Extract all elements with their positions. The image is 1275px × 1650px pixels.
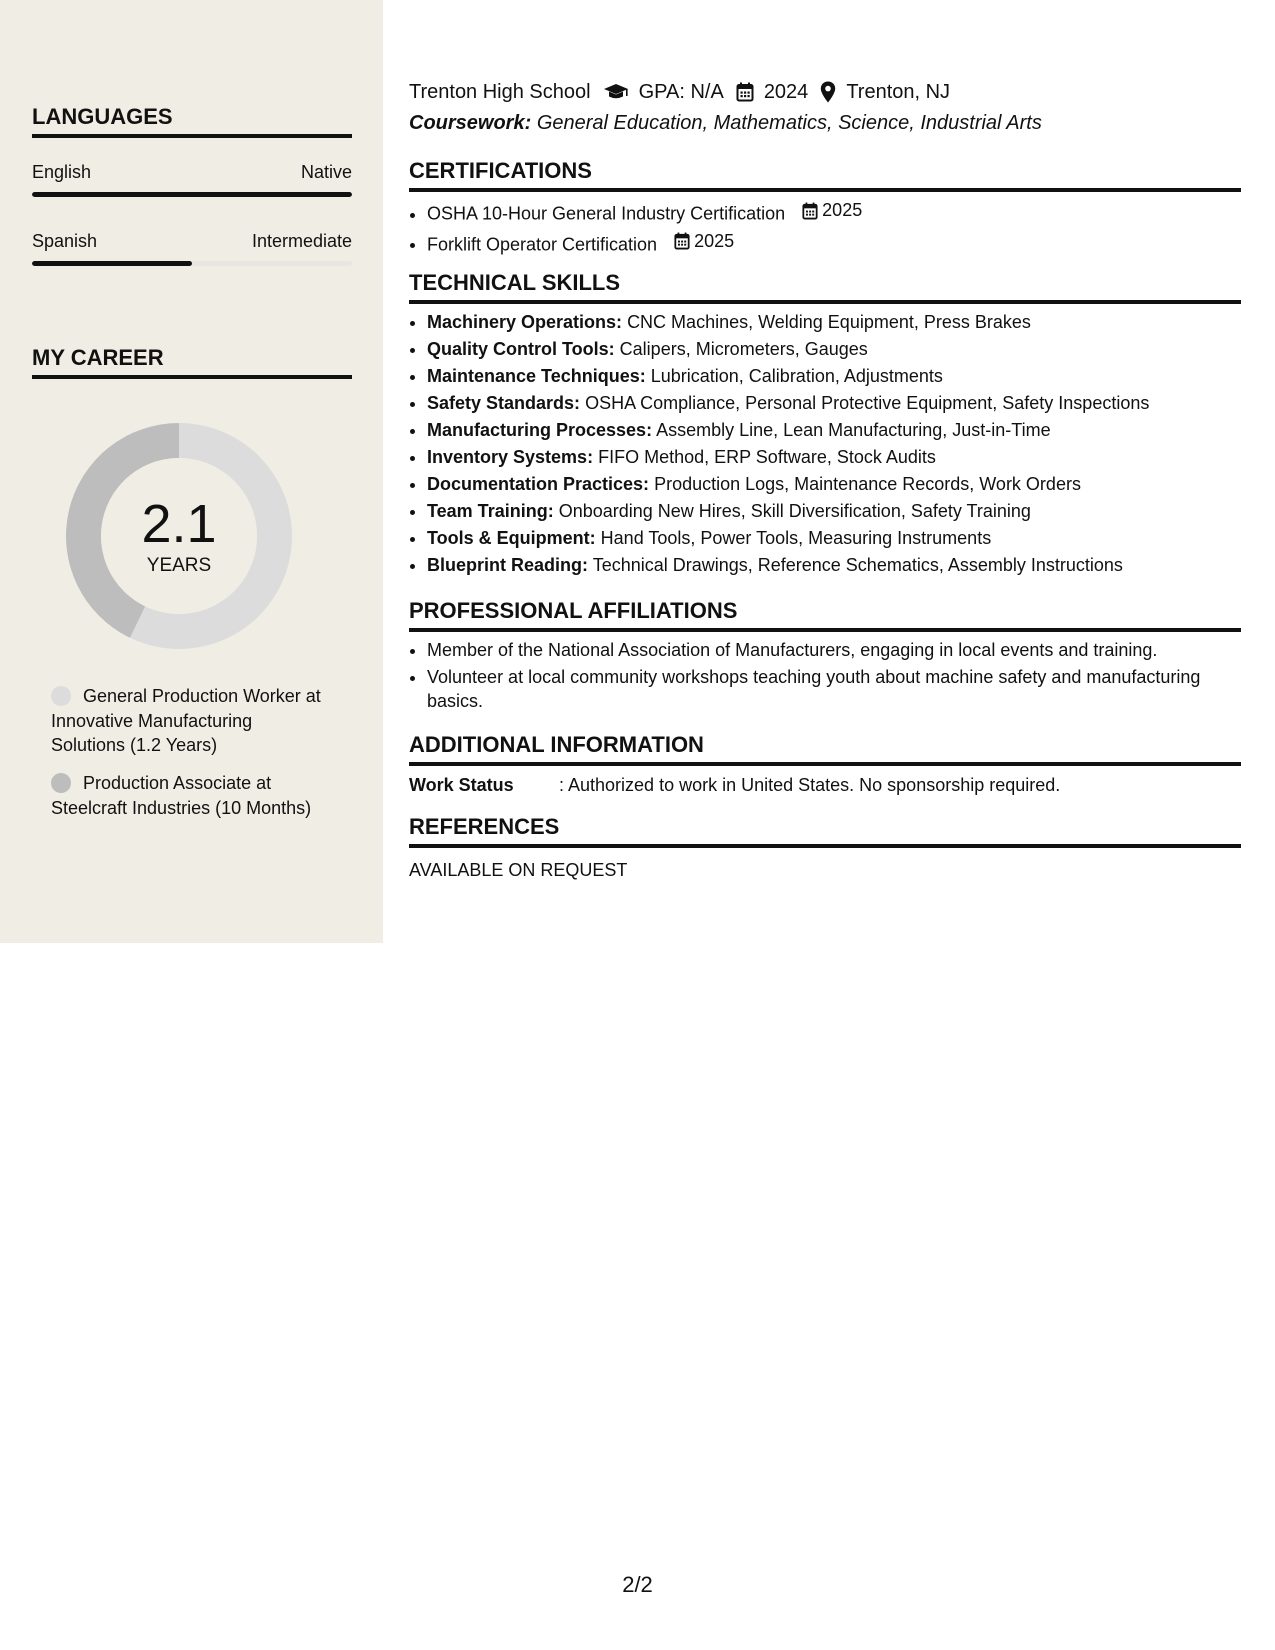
- affiliation-item: • Volunteer at local community workshops teaching youth about machine safety and manufacturing basics.: [427, 665, 1227, 714]
- skill-label: Tools & Equipment:: [427, 528, 596, 548]
- language-name: English: [32, 162, 92, 182]
- skill-label: Documentation Practices:: [427, 474, 650, 494]
- page-number: 2/2: [622, 1572, 653, 1597]
- skill-label: Inventory Systems:: [427, 447, 594, 467]
- skill-label: Blueprint Reading:: [427, 555, 588, 575]
- skill-value: FIFO Method, ERP Software, Stock Audits: [598, 447, 936, 467]
- certification-name: OSHA 10-Hour General Industry Certification: [427, 203, 786, 224]
- education-line: [409, 79, 1239, 105]
- skill-value: Hand Tools, Power Tools, Measuring Instruments: [600, 528, 992, 548]
- sidebar: [0, 0, 383, 943]
- language-bar-spanish: [32, 261, 352, 266]
- certification-year: 2025: [822, 200, 863, 220]
- skill-item: [427, 336, 1259, 363]
- skill-value: Onboarding New Hires, Skill Diversification, Safety Training: [558, 501, 1031, 521]
- gpa: GPA: N/A: [638, 81, 724, 103]
- graduation-year: 2024: [763, 81, 809, 103]
- location-pin-icon: [820, 81, 836, 103]
- affiliations-list: [409, 638, 1227, 716]
- languages-heading: LANGUAGES: [32, 104, 352, 138]
- career-donut-chart: [66, 423, 292, 649]
- affiliations-heading: PROFESSIONAL AFFILIATIONS: [409, 598, 1241, 632]
- skill-value: Technical Drawings, Reference Schematics, Assembly Instructions: [592, 555, 1123, 575]
- affiliation-item: • Member of the National Association of Manufacturers, engaging in local events and training.: [427, 638, 1227, 663]
- skill-label: Safety Standards:: [427, 393, 581, 413]
- work-status-row: [409, 773, 1239, 797]
- calendar-icon: [736, 82, 754, 102]
- skill-label: Manufacturing Processes:: [427, 420, 653, 440]
- calendar-icon: [802, 202, 818, 220]
- references-heading: REFERENCES: [409, 814, 1241, 848]
- skill-label: Quality Control Tools:: [427, 339, 615, 359]
- graduation-cap-icon: [603, 83, 629, 101]
- skill-label: Machinery Operations:: [427, 312, 623, 332]
- language-bar-fill: [32, 192, 352, 197]
- language-row-spanish: [32, 230, 352, 252]
- language-name: Spanish: [32, 231, 98, 251]
- career-total-unit: YEARS: [146, 555, 212, 576]
- skill-value: Production Logs, Maintenance Records, Work Orders: [654, 474, 1081, 494]
- career-legend-item: [51, 684, 326, 758]
- certifications-list: [409, 197, 1259, 258]
- skill-item: [427, 390, 1259, 417]
- technical-skills-heading: TECHNICAL SKILLS: [409, 270, 1241, 304]
- certification-item: [427, 197, 1259, 228]
- additional-info-heading: ADDITIONAL INFORMATION: [409, 732, 1241, 766]
- skill-item: [427, 525, 1259, 552]
- skill-value: OSHA Compliance, Personal Protective Equipment, Safety Inspections: [585, 393, 1150, 413]
- coursework-label: Coursework:: [409, 112, 532, 134]
- career-heading: MY CAREER: [32, 345, 352, 379]
- references-text: AVAILABLE ON REQUEST: [409, 860, 628, 880]
- skill-item: [427, 498, 1259, 525]
- coursework-line: [409, 110, 1239, 136]
- language-bar-fill: [32, 261, 192, 266]
- language-row-english: [32, 161, 352, 183]
- skill-item: [427, 309, 1259, 336]
- coursework-value: General Education, Mathematics, Science, Industrial Arts: [536, 112, 1042, 134]
- career-legend-item: [51, 771, 326, 820]
- skill-item: [427, 471, 1259, 498]
- skill-value: Calipers, Micrometers, Gauges: [619, 339, 868, 359]
- school-location: Trenton, NJ: [846, 81, 951, 103]
- skill-value: Lubrication, Calibration, Adjustments: [650, 366, 943, 386]
- skill-value: Assembly Line, Lean Manufacturing, Just-in-Time: [656, 420, 1051, 440]
- school-name: Trenton High School: [409, 81, 591, 103]
- legend-dot: [51, 773, 71, 793]
- legend-dot: [51, 686, 71, 706]
- certification-item: [427, 228, 1259, 259]
- skill-item: [427, 444, 1259, 471]
- language-level: Native: [300, 162, 352, 182]
- work-status-label: Work Status: [409, 775, 514, 795]
- work-status-value: : Authorized to work in United States. No sponsorship required.: [559, 775, 1061, 795]
- skill-label: Team Training:: [427, 501, 554, 521]
- skill-value: CNC Machines, Welding Equipment, Press Brakes: [627, 312, 1031, 332]
- career-legend-label: General Production Worker at Innovative Manufacturing Solutions (1.2 Years): [51, 686, 321, 755]
- skill-item: [427, 417, 1259, 444]
- skill-item: [427, 552, 1259, 579]
- career-total-value: 2.1: [141, 494, 217, 554]
- certification-year: 2025: [694, 230, 735, 251]
- skill-label: Maintenance Techniques:: [427, 366, 646, 386]
- certifications-heading: CERTIFICATIONS: [409, 158, 1241, 192]
- certification-name: Forklift Operator Certification: [427, 234, 658, 254]
- language-bar-english: [32, 192, 352, 197]
- calendar-icon: [674, 232, 690, 250]
- technical-skills-list: [409, 309, 1259, 579]
- skill-item: [427, 363, 1259, 390]
- career-legend-label: Production Associate at Steelcraft Industries (10 Months): [51, 773, 312, 818]
- language-level: Intermediate: [251, 231, 352, 251]
